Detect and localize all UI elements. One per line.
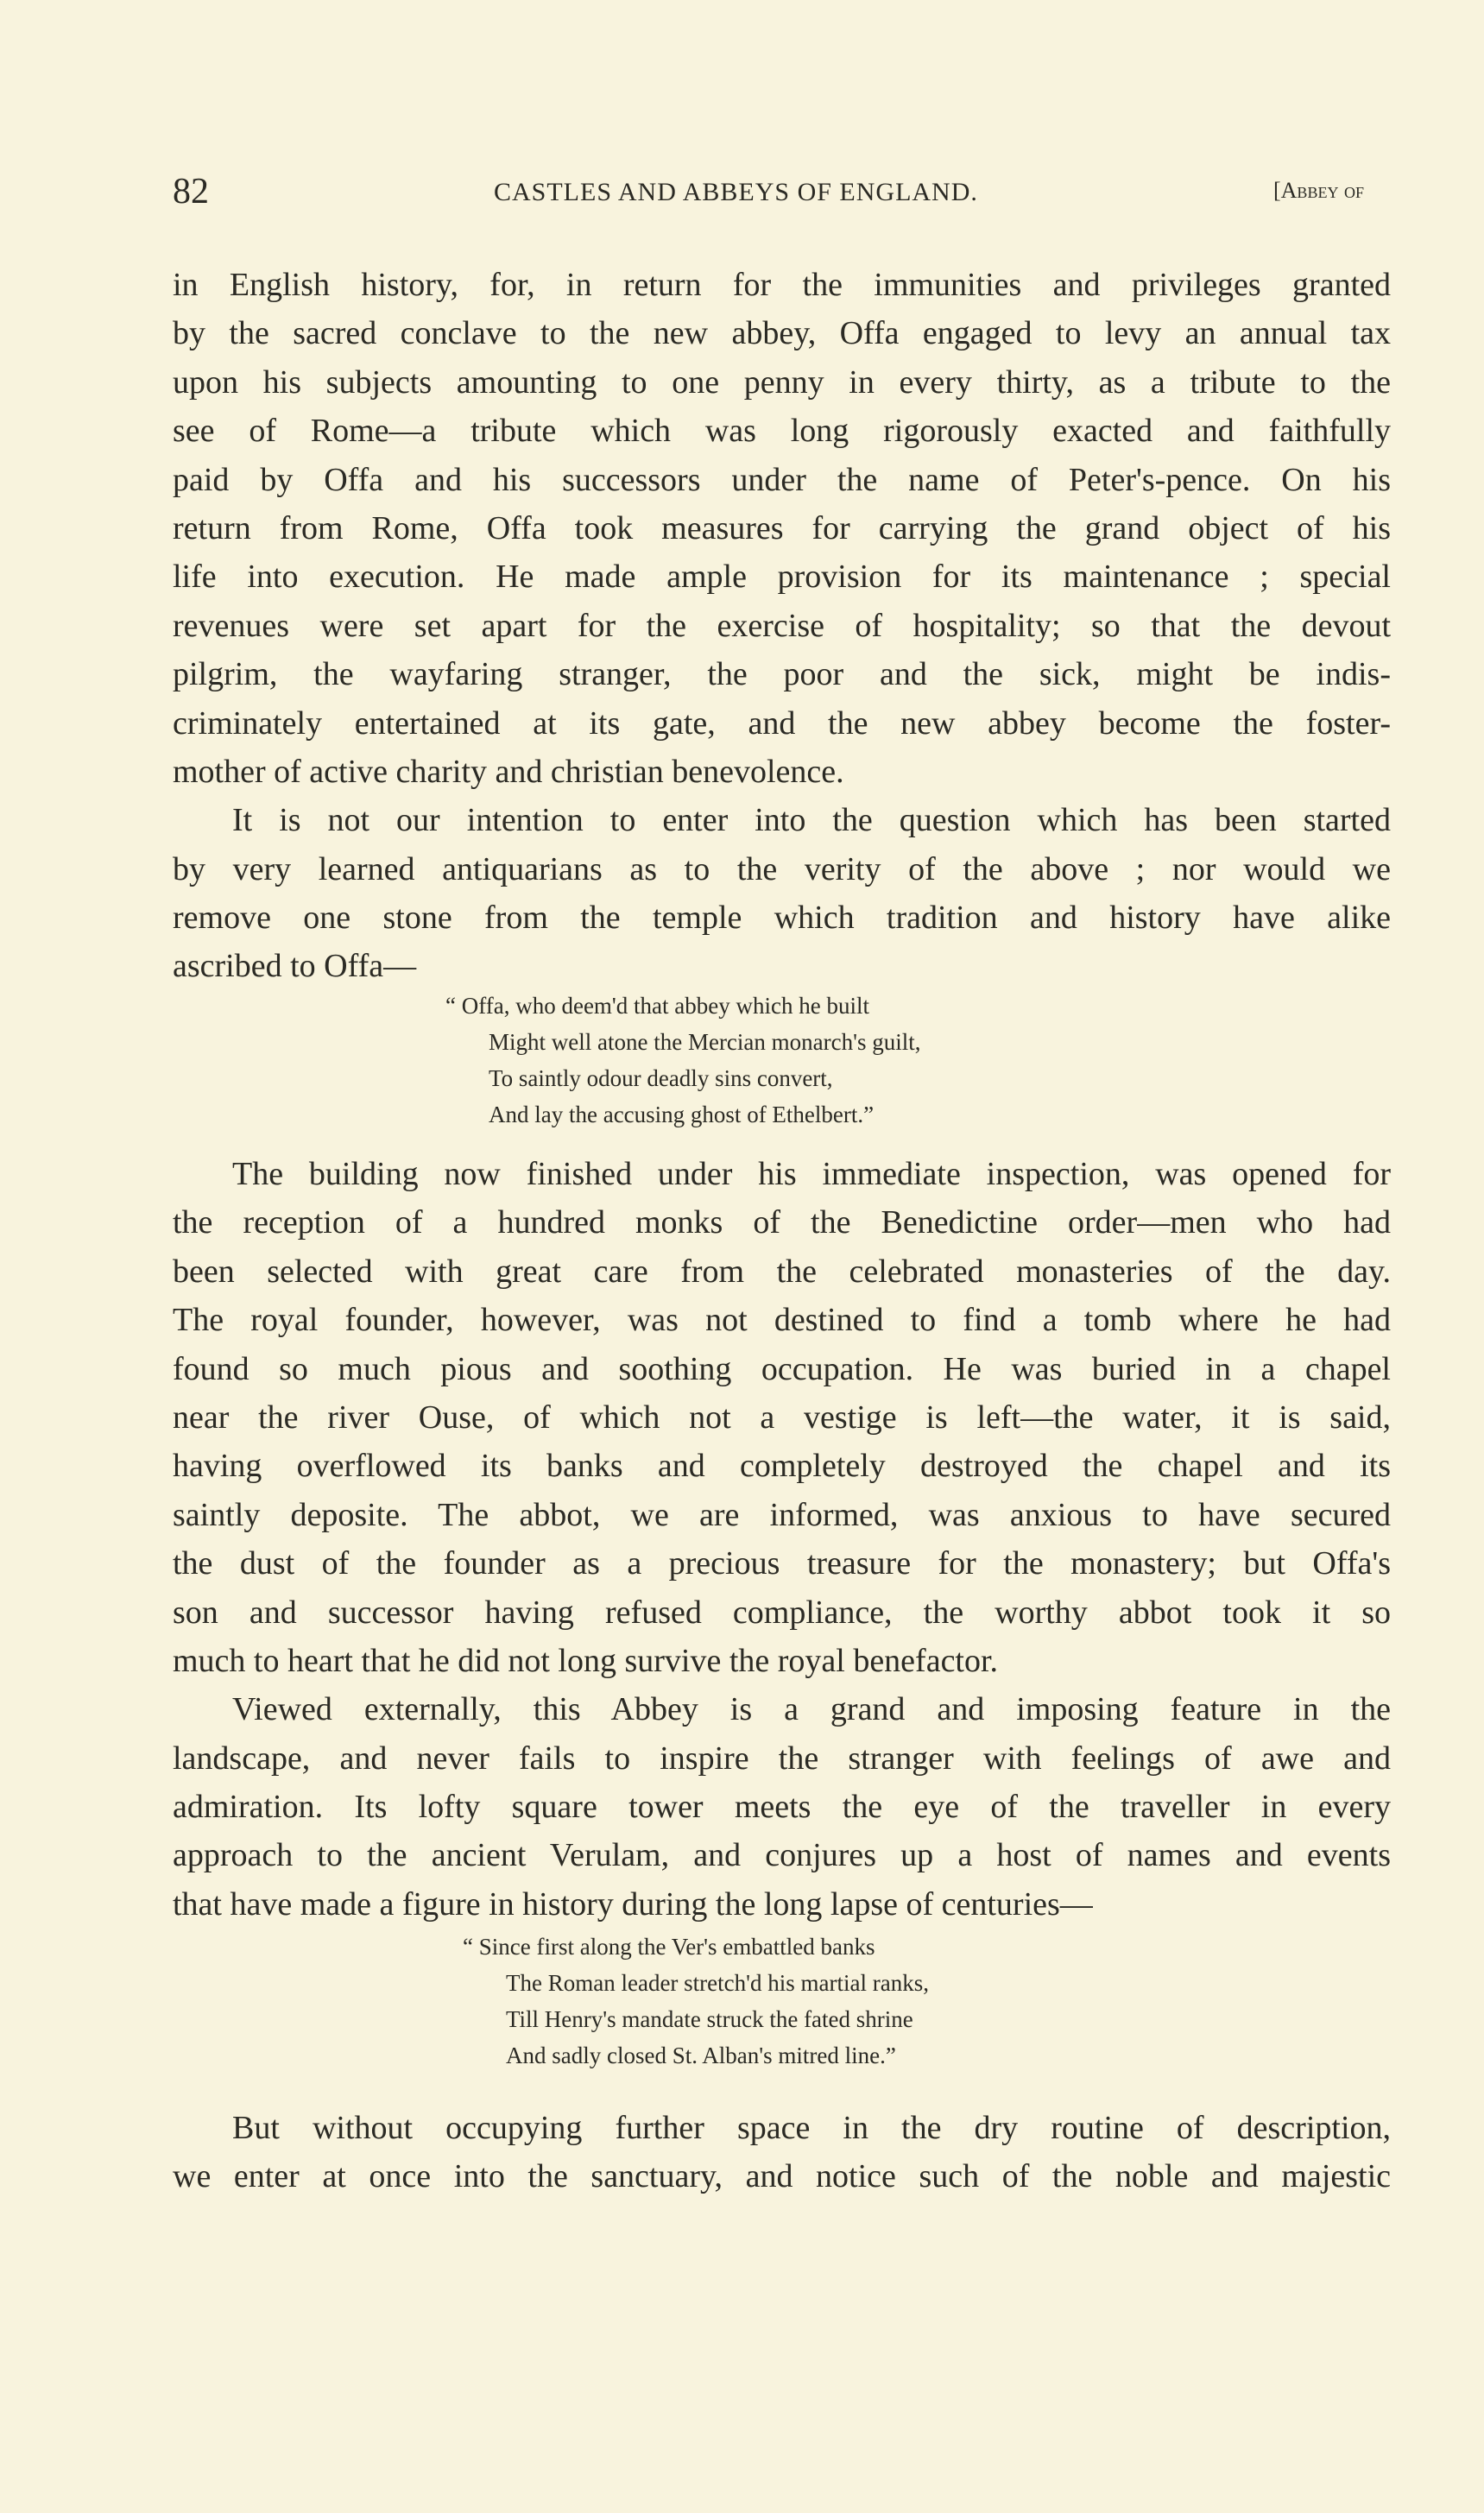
text-line: found so much pious and soothing occupation. He was buried in a chapel	[173, 1350, 1391, 1387]
text-line: been selected with great care from the celebrated monasteries of the day.	[173, 1253, 1391, 1290]
verse-line: And sadly closed St. Alban's mitred line.”	[506, 2043, 896, 2068]
text-line: by very learned antiquarians as to the verity of the above ; nor would we	[173, 850, 1391, 887]
text-line: that have made a figure in history during the long lapse of centuries—	[173, 1885, 1093, 1923]
text-line: remove one stone from the temple which tradition and history have alike	[173, 900, 1391, 937]
verse-line: To saintly odour deadly sins convert,	[489, 1065, 833, 1091]
body-text-block-1	[173, 261, 1391, 991]
page-number: 82	[173, 172, 209, 212]
text-line: But without occupying further space in the dry routine of description,	[232, 2110, 1391, 2146]
text-line: having overflowed its banks and completely destroyed the chapel and its	[173, 1448, 1391, 1485]
text-line: mother of active charity and christian benevolence.	[173, 753, 844, 790]
text-line: pilgrim, the wayfaring stranger, the poor and the sick, might be indis-	[173, 656, 1391, 693]
text-line: The royal founder, however, was not destined to find a tomb where he had	[173, 1302, 1391, 1339]
text-line: upon his subjects amounting to one penny in every thirty, as a tribute to the	[173, 363, 1391, 401]
text-line: It is not our intention to enter into the question which has been started	[232, 802, 1391, 839]
section-heading: [Abbey of	[1273, 178, 1364, 203]
verse-line: Might well atone the Mercian monarch's guilt,	[489, 1029, 921, 1055]
text-line: landscape, and never fails to inspire the stranger with feelings of awe and	[173, 1740, 1391, 1777]
text-line: near the river Ouse, of which not a vestige is left—the water, it is said,	[173, 1399, 1391, 1436]
text-line: we enter at once into the sanctuary, and notice such of the noble and majestic	[173, 2158, 1391, 2195]
text-line: ascribed to Offa—	[173, 948, 417, 985]
body-text-block-2	[173, 1150, 1391, 1929]
text-line: much to heart that he did not long survive the royal benefactor.	[173, 1642, 999, 1679]
text-line: criminately entertained at its gate, and the new abbey become the foster-	[173, 704, 1391, 742]
text-line: The building now finished under his immediate inspection, was opened for	[232, 1156, 1391, 1192]
text-line: return from Rome, Offa took measures for carrying the grand object of his	[173, 509, 1391, 546]
verse-quotation-2	[463, 1929, 929, 2074]
text-line: son and successor having refused compliance, the worthy abbot took it so	[173, 1594, 1391, 1631]
text-line: in English history, for, in return for the immunities and privileges granted	[173, 267, 1391, 303]
text-line: see of Rome—a tribute which was long rigorously exacted and faithfully	[173, 413, 1391, 450]
text-line: by the sacred conclave to the new abbey, Offa engaged to levy an annual tax	[173, 315, 1391, 352]
text-line: paid by Offa and his successors under the name of Peter's-pence. On his	[173, 461, 1391, 498]
verse-line: “ Offa, who deem'd that abbey which he built	[445, 993, 869, 1019]
body-text-block-3	[173, 2104, 1391, 2201]
text-line: Viewed externally, this Abbey is a grand and imposing feature in the	[232, 1691, 1391, 1728]
text-line: saintly deposite. The abbot, we are informed, was anxious to have secured	[173, 1496, 1391, 1533]
verse-line: Till Henry's mandate struck the fated shrine	[506, 2006, 913, 2032]
verse-quotation-1	[445, 988, 921, 1133]
text-line: the dust of the founder as a precious treasure for the monastery; but Offa's	[173, 1545, 1391, 1582]
running-title: CASTLES AND ABBEYS OF ENGLAND.	[494, 178, 978, 206]
text-line: revenues were set apart for the exercise of hospitality; so that the devout	[173, 607, 1391, 644]
text-line: admiration. Its lofty square tower meets the eye of the traveller in every	[173, 1789, 1391, 1826]
text-line: life into execution. He made ample provision for its maintenance ; special	[173, 559, 1391, 596]
text-line: approach to the ancient Verulam, and conjures up a host of names and events	[173, 1837, 1391, 1874]
text-line: the reception of a hundred monks of the Benedictine order—men who had	[173, 1204, 1391, 1241]
verse-line: And lay the accusing ghost of Ethelbert.”	[489, 1102, 875, 1127]
verse-line: “ Since first along the Ver's embattled banks	[463, 1934, 875, 1960]
verse-line: The Roman leader stretch'd his martial ranks,	[506, 1970, 929, 1996]
